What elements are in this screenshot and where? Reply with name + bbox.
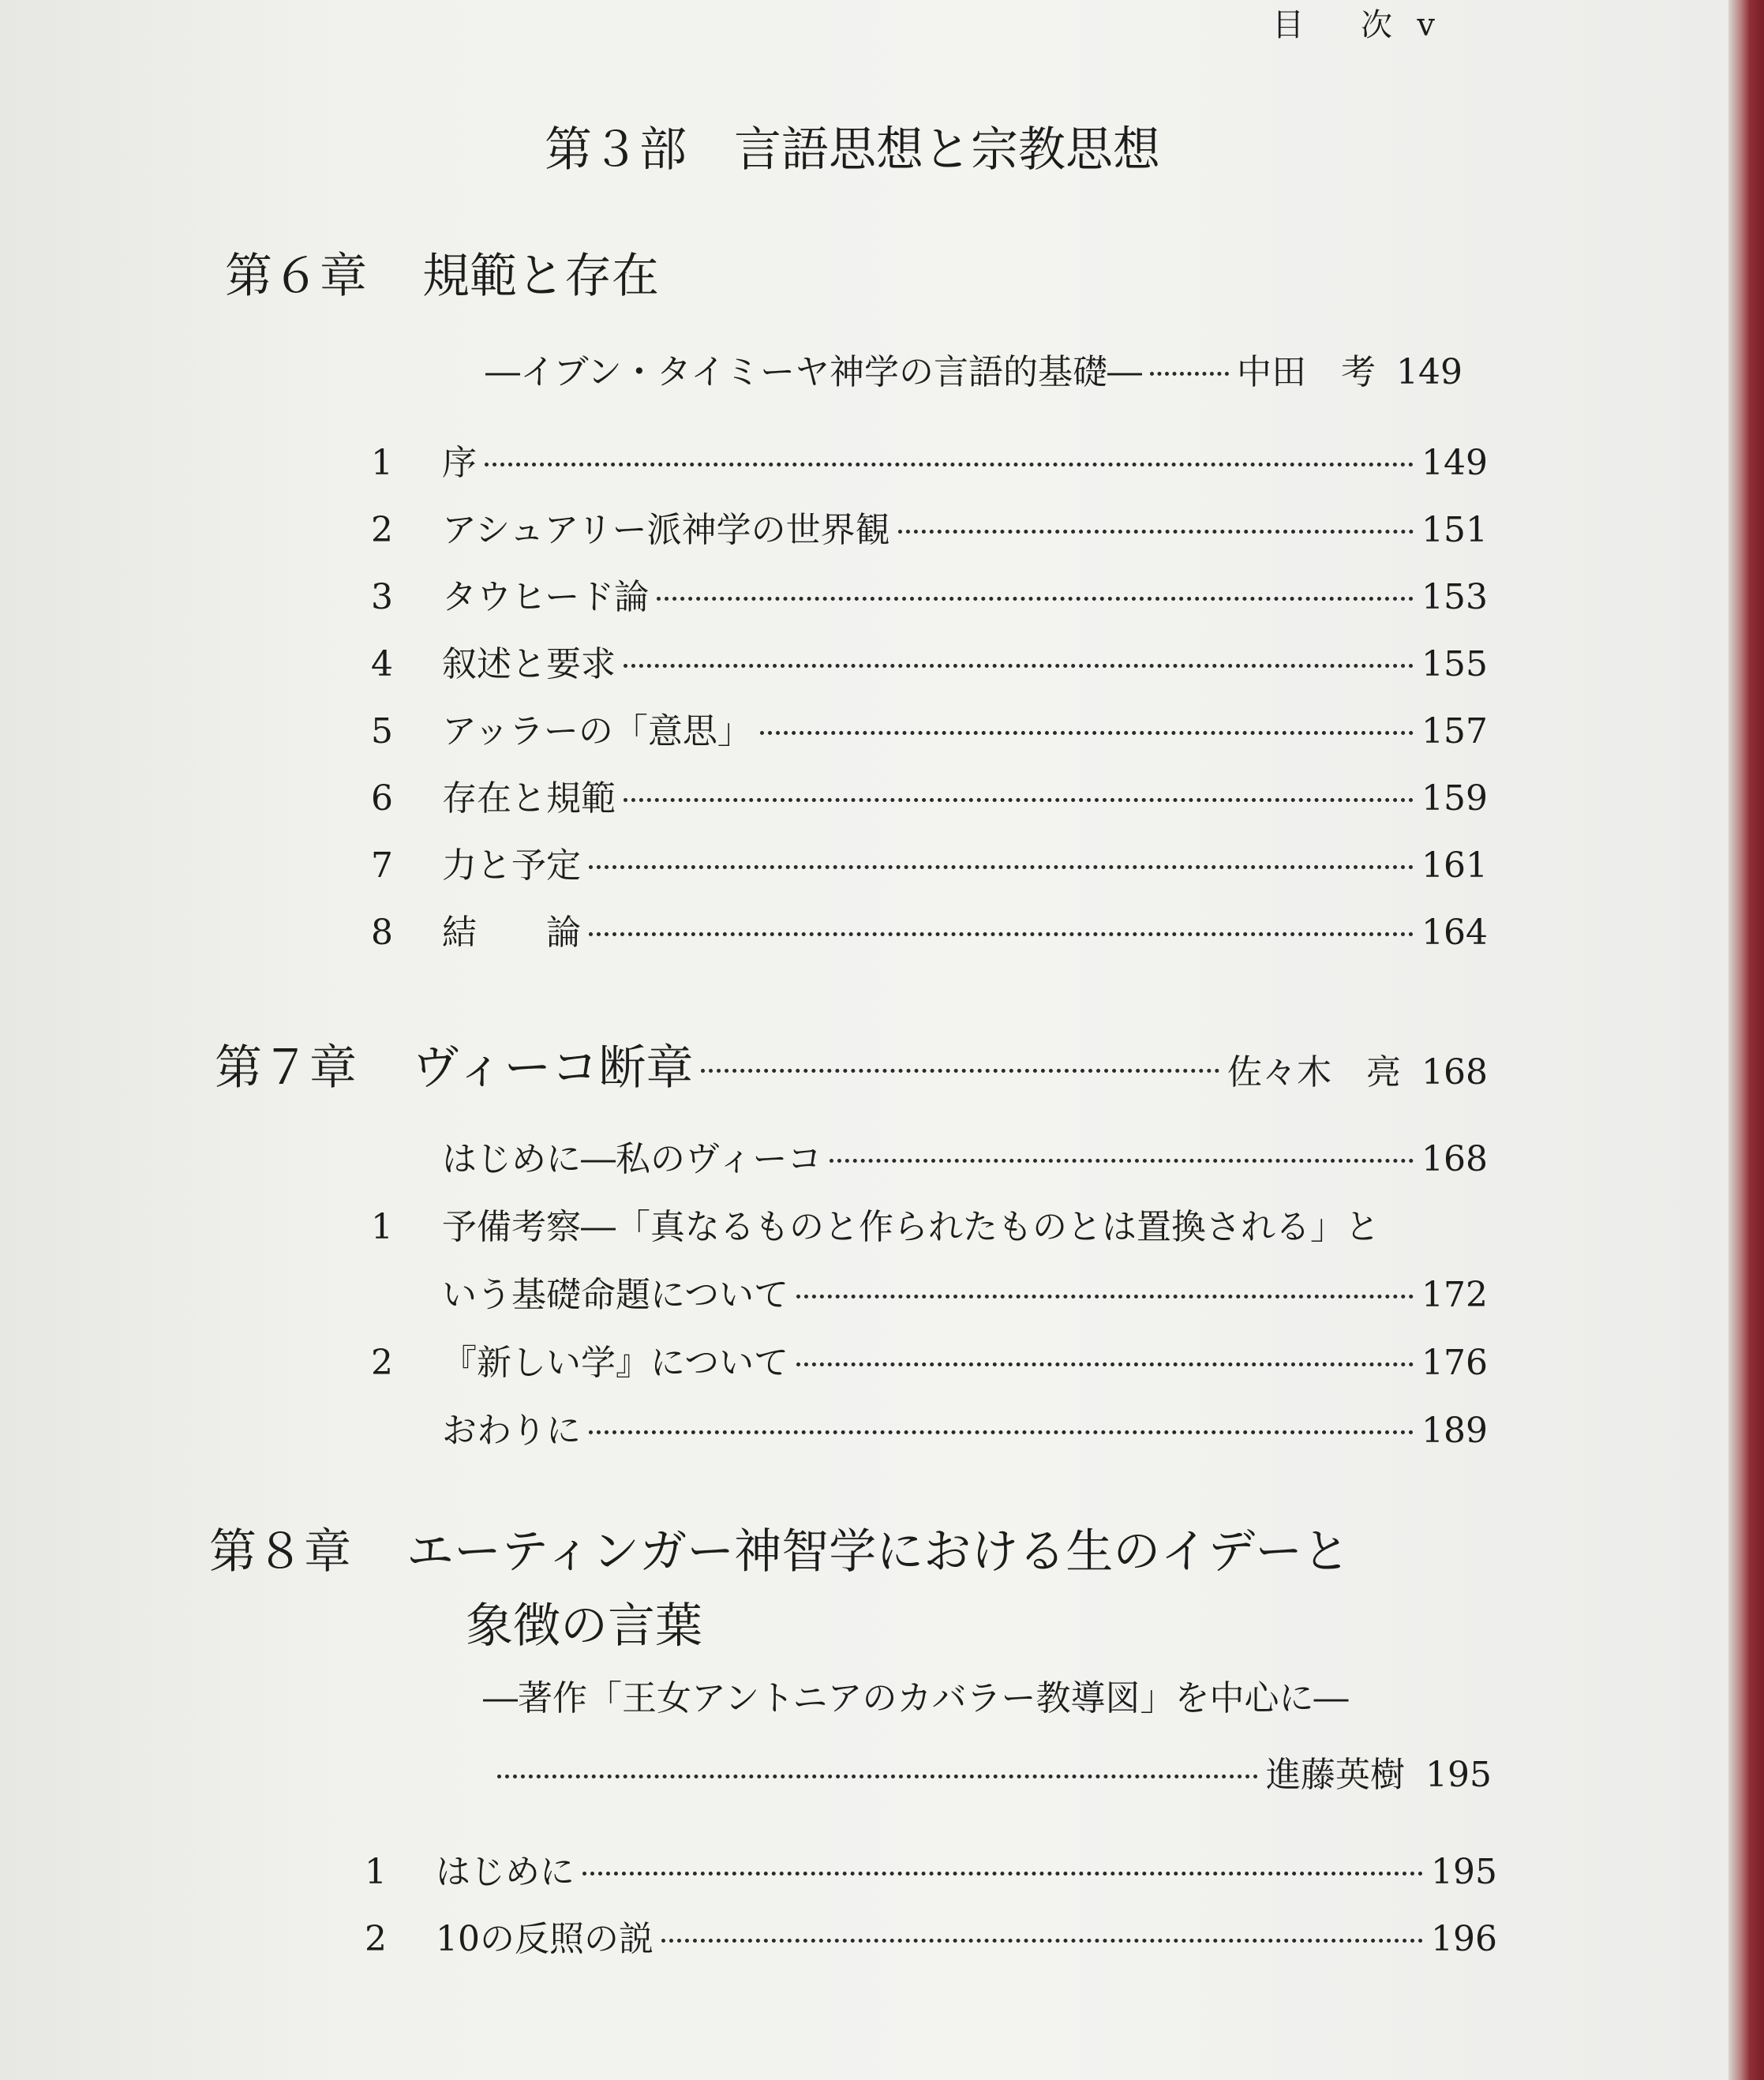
toc-entry: [371, 635, 1488, 684]
dot-leader: [485, 463, 1414, 467]
chapter-8-author: 進藤英樹: [1266, 1755, 1406, 1795]
toc-entry: [371, 770, 1488, 819]
section-number: 2: [371, 510, 393, 550]
chapter-8-author-row: [489, 1746, 1492, 1795]
section-page: 176: [1421, 1343, 1488, 1383]
chapter-7-title: ヴィーコ断章: [412, 1040, 694, 1096]
chapter-8-number: 第８章: [209, 1524, 351, 1580]
section-number: 5: [371, 711, 393, 751]
dot-leader: [898, 530, 1414, 534]
header-page-number: v: [1417, 7, 1436, 43]
section-page: 161: [1421, 845, 1488, 886]
section-label: 叙述と要求: [442, 644, 616, 684]
section-number: 6: [371, 778, 393, 819]
section-page: 153: [1421, 577, 1488, 617]
chapter-8-title-line2: 象徴の言葉: [466, 1598, 702, 1654]
chapter-8-page: 195: [1425, 1755, 1492, 1795]
toc-entry: [371, 1266, 1488, 1315]
section-page: 149: [1421, 443, 1488, 483]
chapter-6-subtitle-row: [485, 343, 1488, 392]
chapter-6-heading: [225, 249, 659, 304]
dot-leader: [624, 798, 1414, 802]
chapter-7-heading: [215, 1030, 1488, 1096]
chapter-6-title: 規範と存在: [422, 249, 659, 304]
toc-entry: [371, 1402, 1488, 1451]
section-label: 存在と規範: [442, 778, 616, 819]
dot-leader: [589, 1430, 1414, 1434]
toc-entry: [371, 904, 1488, 953]
section-label: 10の反照の説: [436, 1919, 654, 1959]
chapter-7-author: 佐々木 亮: [1227, 1052, 1402, 1092]
section-number: 1: [365, 1852, 387, 1892]
dot-leader: [701, 1069, 1219, 1073]
section-label: 力と予定: [442, 845, 581, 886]
section-label: 結 論: [442, 913, 581, 953]
section-page: 196: [1431, 1919, 1497, 1959]
dot-leader: [1150, 372, 1229, 376]
chapter-6-number: 第６章: [225, 249, 367, 304]
section-label: アッラーの「意思」: [442, 711, 752, 751]
section-label: アシュアリー派神学の世界観: [442, 510, 890, 550]
toc-entry: [365, 1843, 1497, 1892]
book-cover-edge: [1728, 0, 1764, 2080]
dot-leader: [582, 1872, 1423, 1876]
toc-entry: [371, 1198, 1488, 1247]
section-label: はじめに―私のヴィーコ: [442, 1139, 822, 1179]
section-number: 4: [371, 644, 393, 684]
section-number: 2: [371, 1343, 393, 1383]
toc-entry: [371, 837, 1488, 886]
section-label: 『新しい学』について: [442, 1343, 789, 1383]
section-page: 157: [1421, 711, 1488, 751]
toc-entry: [371, 703, 1488, 751]
section-page: 164: [1421, 913, 1488, 953]
section-label: 予備考察―「真なるものと作られたものとは置換される」と: [442, 1207, 1380, 1247]
dot-leader: [796, 1295, 1414, 1299]
section-page: 172: [1421, 1275, 1488, 1315]
chapter-7-page: 168: [1421, 1052, 1488, 1092]
running-header: [1272, 9, 1436, 41]
dot-leader: [796, 1362, 1414, 1366]
chapter-6-author: 中田 考: [1237, 352, 1376, 392]
toc-entry: [371, 568, 1488, 617]
section-page: 159: [1421, 778, 1488, 819]
dot-leader: [830, 1159, 1414, 1163]
section-number: 2: [365, 1919, 387, 1959]
chapter-6-subtitle: ―イブン・タイミーヤ神学の言語的基礎―: [485, 352, 1143, 392]
dot-leader: [661, 1939, 1423, 1943]
dot-leader: [657, 597, 1414, 601]
section-page: 151: [1421, 510, 1488, 550]
header-middle: 次: [1360, 7, 1394, 43]
chapter-8-heading: [209, 1524, 1350, 1580]
section-number: 1: [371, 1207, 393, 1247]
section-number: 7: [371, 845, 393, 886]
section-page: 195: [1431, 1852, 1497, 1892]
section-number: 1: [371, 443, 393, 483]
toc-entry: [371, 501, 1488, 550]
dot-leader: [589, 865, 1414, 869]
section-page: 189: [1421, 1411, 1488, 1451]
chapter-7-number: 第７章: [215, 1040, 357, 1096]
section-label: タウヒード論: [442, 577, 650, 617]
section-page: 168: [1421, 1139, 1488, 1179]
chapter-6-page: 149: [1396, 352, 1463, 392]
part-title: 第３部 言語思想と宗教思想: [545, 122, 1160, 178]
section-number: 8: [371, 913, 393, 953]
dot-leader: [624, 664, 1414, 668]
chapter-8-subtitle: ―著作「王女アントニアのカバラー教導図」を中心に―: [483, 1678, 1349, 1718]
section-number: 3: [371, 577, 393, 617]
chapter-8-title-line1: エーティンガー神智学における生のイデーと: [406, 1524, 1350, 1580]
dot-leader: [760, 731, 1414, 735]
section-label: 序: [442, 443, 477, 483]
toc-entry: [371, 1130, 1488, 1179]
section-page: 155: [1421, 644, 1488, 684]
dot-leader: [497, 1775, 1258, 1778]
header-left: 目: [1272, 7, 1305, 43]
section-label: おわりに: [442, 1411, 581, 1451]
toc-entry: [365, 1910, 1497, 1959]
toc-entry: [371, 434, 1488, 483]
dot-leader: [589, 932, 1414, 936]
toc-entry: [371, 1334, 1488, 1383]
section-label: はじめに: [436, 1852, 575, 1892]
section-label: いう基礎命題について: [442, 1275, 789, 1315]
